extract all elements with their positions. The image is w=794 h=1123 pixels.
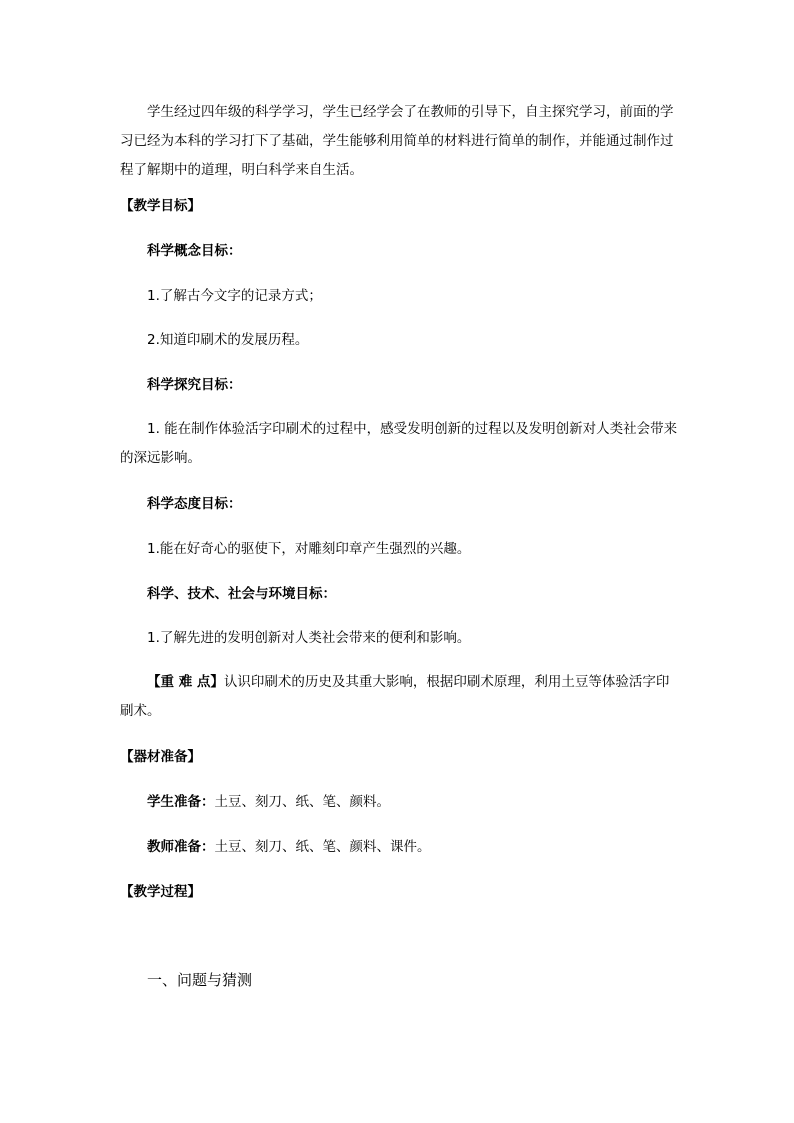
- key-points-label: 【重 难 点】: [147, 674, 224, 690]
- student-materials: [147, 792, 390, 812]
- attitude-goal-item: 1.能在好奇心的驱使下，对雕刻印章产生强烈的兴趣。: [147, 541, 471, 557]
- teacher-materials: [147, 837, 431, 857]
- sts-goal-label: 科学、技术、社会与环境目标：: [147, 586, 336, 602]
- inquiry-goal-label: 科学探究目标：: [147, 377, 242, 393]
- inquiry-goal-item: 1. 能在制作体验活字印刷术的过程中，感受发明创新的过程以及发明创新对人类社会带来的深远影响。: [120, 421, 678, 466]
- concept-goal-item-1: 1.了解古今文字的记录方式；: [147, 288, 322, 304]
- teaching-goals-heading: 【教学目标】: [120, 198, 201, 214]
- intro-paragraph: 学生经过四年级的科学学习，学生已经学会了在教师的引导下，自主探究学习，前面的学习已经为本科的学习打下了基础，学生能够利用简单的材料进行简单的制作，并能通过制作过程了解期中的道理，明白科学来自生活。: [120, 104, 674, 178]
- teacher-materials-items: 土豆、刻刀、纸、笔、颜料、课件。: [214, 839, 431, 855]
- concept-goal-item-2: 2.知道印刷术的发展历程。: [147, 332, 309, 348]
- key-points-paragraph: [120, 668, 680, 726]
- teacher-materials-label: 教师准备：: [147, 839, 215, 855]
- sts-goal-item: 1.了解先进的发明创新对人类社会带来的便利和影响。: [147, 630, 471, 646]
- attitude-goal-label: 科学态度目标：: [147, 496, 242, 512]
- materials-heading: 【器材准备】: [120, 749, 201, 765]
- student-materials-label: 学生准备：: [147, 794, 215, 810]
- process-step-1: 一、问题与猜测: [147, 971, 253, 989]
- key-points-text: 认识印刷术的历史及其重大影响，根据印刷术原理，利用土豆等体验活字印刷术。: [120, 674, 670, 719]
- concept-goal-label: 科学概念目标：: [147, 243, 242, 259]
- teaching-process-heading: 【教学过程】: [120, 884, 201, 900]
- student-materials-items: 土豆、刻刀、纸、笔、颜料。: [214, 794, 390, 810]
